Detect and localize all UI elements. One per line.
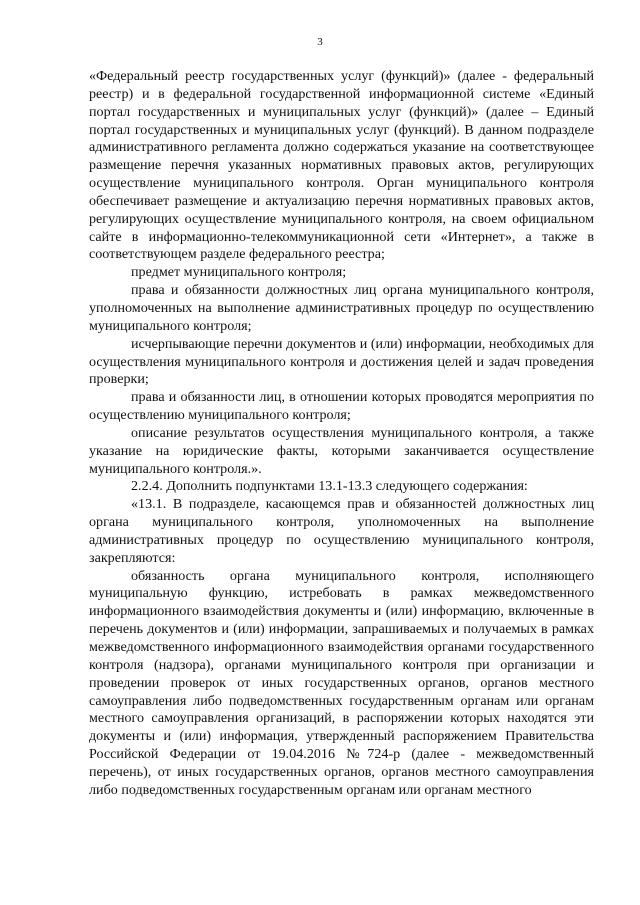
document-body xyxy=(89,68,594,800)
paragraph: «Федеральный реестр государственных услуг (функций)» (далее - федеральный реестр) и в федеральной государственной информационной системе «Единый портал государственных и муниципальных услуг (функций)» (далее – Единый портал государственных и муниципальных услуг (функций). В данном подразделе административного регламента должно содержаться указание на соответствующее размещение перечня указанных нормативных правовых актов, регулирующих осуществление муниципального контроля. Орган муниципального контроля обеспечивает размещение и актуализацию перечня нормативных правовых актов, регулирующих осуществление муниципального контроля, на своем официальном сайте в информационно-телекоммуникационной сети «Интернет», а также в соответствующем разделе федерального реестра; xyxy=(89,68,594,263)
page-number: 3 xyxy=(317,36,323,48)
paragraph: 2.2.4. Дополнить подпунктами 13.1-13.3 следующего содержания: xyxy=(131,478,528,495)
paragraph: описание результатов осуществления муниципального контроля, а также указание на юридические факты, которыми заканчивается осуществление муниципального контроля.». xyxy=(89,424,594,477)
paragraph: обязанность органа муниципального контроля, исполняющего муниципальную функцию, истребовать в рамках межведомственного информационного взаимодействия документы и (или) информацию, включенные в перечень документов и (или) информации, запрашиваемых и получаемых в рамках межведомственного информационного взаимодействия органами государственного контроля (надзора), органами муниципального контроля при организации и проведении проверок от иных государственных органов, органов местного самоуправления либо подведомственных государственным органам или органам местного самоуправления организаций, в распоряжении которых находятся эти документы и (или) информация, утвержденный распоряжением Правительства Российской Федерации от 19.04.2016 №724-р (далее - межведомственный перечень), от иных государственных органов, органов местного самоуправления либо подведомственных государственным органам или органам местного xyxy=(89,567,594,798)
paragraph: исчерпывающие перечни документов и (или) информации, необходимых для осуществления муниципального контроля и достижения целей и задач проведения проверки; xyxy=(89,335,594,388)
paragraph: «13.1. В подразделе, касающемся прав и обязанностей должностных лиц органа муниципального контроля, уполномоченных на выполнение административных процедур по осуществлению муниципального контроля, закрепляются: xyxy=(89,496,594,566)
paragraph: права и обязанности лиц, в отношении которых проводятся мероприятия по осуществлению муниципального контроля; xyxy=(89,389,594,424)
paragraph: права и обязанности должностных лиц органа муниципального контроля, уполномоченных на выполнение административных процедур по осуществлению муниципального контроля; xyxy=(89,282,594,334)
paragraph: предмет муниципального контроля; xyxy=(131,264,347,281)
